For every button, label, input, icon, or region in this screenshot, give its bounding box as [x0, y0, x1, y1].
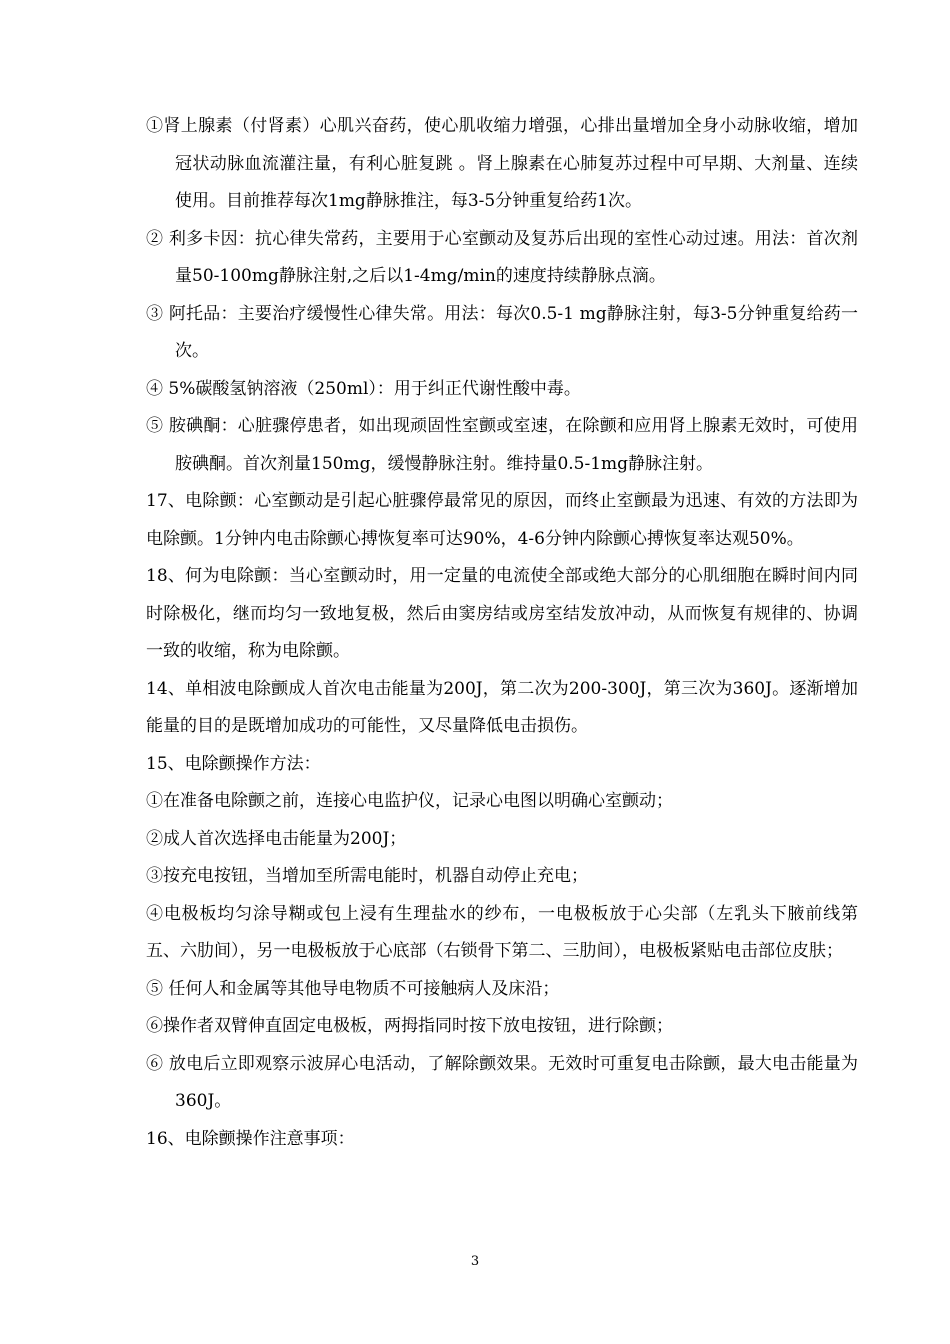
paragraph-atropine: ③ 阿托品：主要治疗缓慢性心律失常。用法：每次0.5-1 mg静脉注射，每3-5分钟重复给药一次。	[146, 303, 858, 361]
paragraph-bicarbonate: ④ 5%碳酸氢钠溶液（250ml）：用于纠正代谢性酸中毒。	[146, 378, 581, 399]
paragraph-section-18: 18、何为电除颤：当心室颤动时，用一定量的电流使全部或绝大部分的心肌细胞在瞬时间内同时除极化，继而均匀一致地复极，然后由窦房结或房室结发放冲动，从而恢复有规律的、协调一致的收缩，称为电除颤。	[146, 566, 858, 661]
paragraph-section-14: 14、单相波电除颤成人首次电击能量为200J，第二次为200-300J，第三次为360J。逐渐增加能量的目的是既增加成功的可能性，又尽量降低电击损伤。	[146, 678, 858, 736]
body-text	[146, 108, 858, 1158]
paragraph-step-3: ③按充电按钮，当增加至所需电能时，机器自动停止充电；	[146, 866, 588, 886]
page-number: 3	[470, 1254, 480, 1269]
paragraph-lidocaine: ② 利多卡因：抗心律失常药，主要用于心室颤动及复苏后出现的室性心动过速。用法：首次剂量50-100mg静脉注射,之后以1-4mg/min的速度持续静脉点滴。	[146, 228, 858, 286]
paragraph-step-2: ②成人首次选择电击能量为200J；	[146, 828, 407, 849]
paragraph-amiodarone: ⑤ 胺碘酮：心脏骤停患者，如出现顽固性室颤或室速，在除颤和应用肾上腺素无效时，可使用胺碘酮。首次剂量150mg，缓慢静脉注射。维持量0.5-1mg静脉注射。	[146, 416, 858, 474]
paragraph-step-4: ④电极板均匀涂导糊或包上浸有生理盐水的纱布，一电极板放于心尖部（左乳头下腋前线第五、六肋间），另一电极板放于心底部（右锁骨下第二、三肋间），电极板紧贴电击部位皮肤；	[146, 903, 858, 961]
paragraph-step-1: ①在准备电除颤之前，连接心电监护仪，记录心电图以明确心室颤动；	[146, 791, 673, 811]
paragraph-step-5: ⑤ 任何人和金属等其他导电物质不可接触病人及床沿；	[146, 978, 560, 999]
paragraph-section-17: 17、电除颤：心室颤动是引起心脏骤停最常见的原因，而终止室颤最为迅速、有效的方法即为电除颤。1分钟内电击除颤心搏恢复率可达90%，4-6分钟内除颤心搏恢复率达观50%。	[146, 491, 858, 549]
paragraph-section-16-heading: 16、电除颤操作注意事项：	[146, 1128, 355, 1149]
paragraph-step-6: ⑥操作者双臂伸直固定电极板，两拇指同时按下放电按钮，进行除颤；	[146, 1016, 673, 1036]
paragraph-step-7: ⑥ 放电后立即观察示波屏心电活动，了解除颤效果。无效时可重复电击除颤，最大电击能量为360J。	[146, 1053, 858, 1111]
paragraph-epinephrine: ①肾上腺素（付肾素）心肌兴奋药，使心肌收缩力增强，心排出量增加全身小动脉收缩，增加冠状动脉血流灌注量，有利心脏复跳 。肾上腺素在心肺复苏过程中可早期、大剂量、连续使用。目前推荐每次1mg静脉推注，每3-5分钟重复给药1次。	[146, 116, 858, 211]
paragraph-section-15-heading: 15、电除颤操作方法：	[146, 753, 321, 774]
